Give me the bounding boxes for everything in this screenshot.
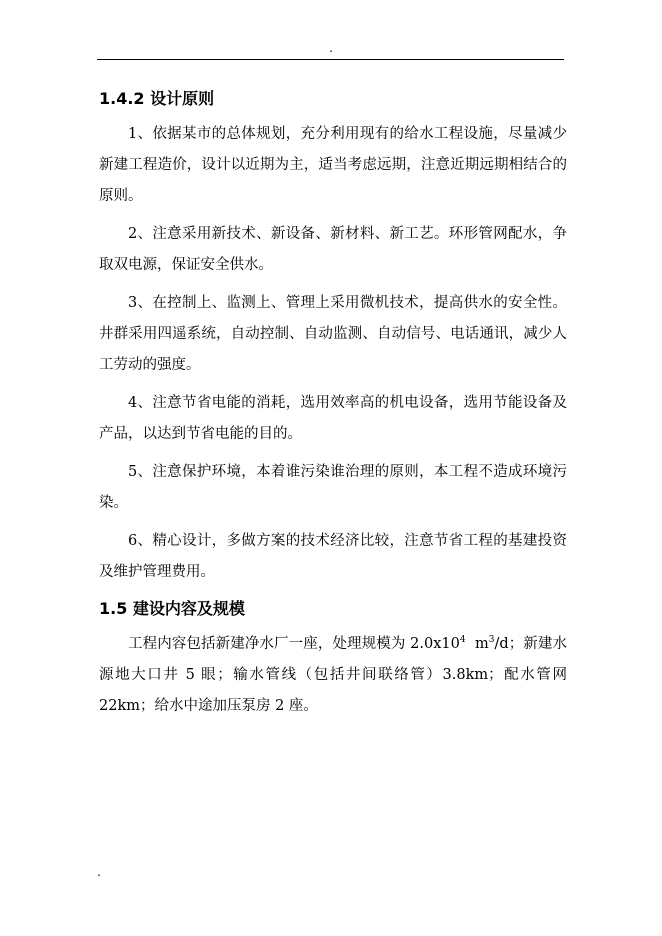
scope-exponent-3: 3	[488, 635, 495, 646]
document-body	[99, 85, 567, 722]
scope-text-part-3: /d；新建水源地大口井 5 眼；输水管线（包括井间联络管）3.8km；配水管网 22km；给水中途加压泵房 2 座。	[99, 636, 568, 714]
principle-paragraph-2: 2、注意采用新技术、新设备、新材料、新工艺。环形管网配水，争取双电源，保证安全供水。	[99, 226, 567, 273]
section-heading-construction-scope: 1.5 建设内容及规模	[99, 599, 245, 618]
section-construction-scope	[99, 595, 567, 722]
scope-text-part-2: m	[465, 636, 489, 652]
scope-exponent-4: 4	[459, 635, 466, 646]
footer-mark: .	[97, 865, 101, 879]
principle-paragraph-3: 3、在控制上、监测上、管理上采用微机技术，提高供水的安全性。井群采用四遥系统，自动控制、自动监测、自动信号、电话通讯，减少人工劳动的强度。	[99, 295, 567, 373]
scope-text-part-1: 工程内容包括新建净水厂一座，处理规模为 2.0x10	[128, 636, 460, 652]
principle-paragraph-6: 6、精心设计，多做方案的技术经济比较，注意节省工程的基建投资及维护管理费用。	[99, 533, 567, 580]
principle-paragraph-4: 4、注意节省电能的消耗，选用效率高的机电设备，选用节能设备及产品，以达到节省电能的目的。	[99, 395, 567, 442]
header-rule	[97, 59, 564, 60]
principle-paragraph-5: 5、注意保护环境，本着谁污染谁治理的原则，本工程不造成环境污染。	[99, 464, 567, 511]
header-mark: .	[329, 41, 333, 55]
scope-paragraph	[99, 629, 567, 722]
principle-paragraph-1: 1、依据某市的总体规划，充分利用现有的给水工程设施，尽量减少新建工程造价，设计以近期为主，适当考虑远期，注意近期远期相结合的原则。	[99, 126, 567, 204]
section-heading-design-principles: 1.4.2 设计原则	[99, 89, 215, 108]
